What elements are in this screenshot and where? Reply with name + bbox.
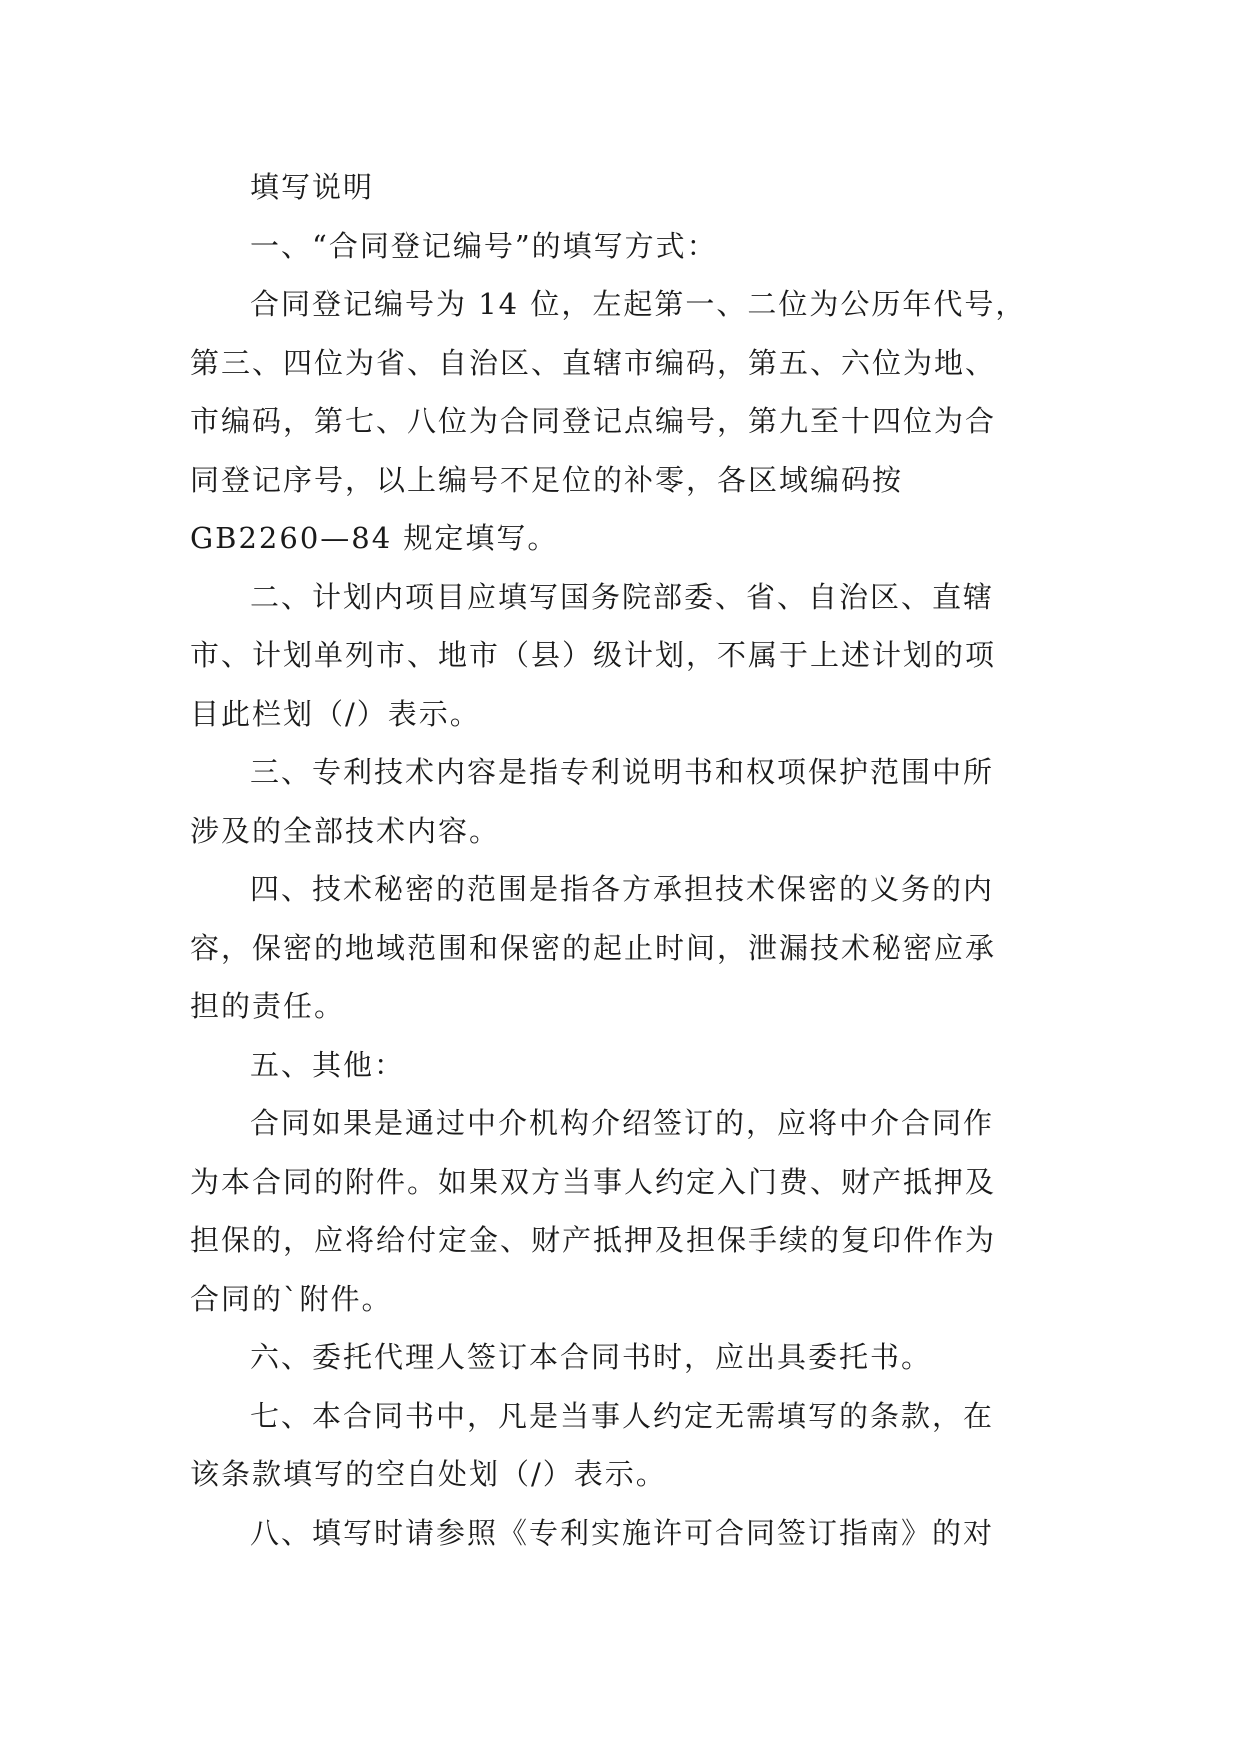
section-2: 二、计划内项目应填写国务院部委、省、自治区、直辖 市、计划单列市、地市（县）级计划，不属于上述计划的项 目此栏划（/）表示。 <box>190 579 997 731</box>
section-6: 六、委托代理人签订本合同书时，应出具委托书。 <box>250 1340 933 1374</box>
section-4: 四、技术秘密的范围是指各方承担技术保密的义务的内 容，保密的地域范围和保密的起止时间，泄漏技术秘密应承 担的责任。 <box>190 872 997 1023</box>
section-1-body: 合同登记编号为 14 位，左起第一、二位为公历年代号， 第三、四位为省、自治区、直辖市编码，第五、六位为地、 市编码，第七、八位为合同登记点编号，第九至十四位为合 同登记序号，以上编号不足位的补零，各区域编码按 GB2260—84 规定填写。 <box>190 287 1027 555</box>
section-1-title: 一、“合同登记编号”的填写方式： <box>250 228 718 263</box>
section-7: 七、本合同书中，凡是当事人约定无需填写的条款，在 该条款填写的空白处划（/）表示。 <box>190 1398 995 1491</box>
section-5-body: 合同如果是通过中介机构介绍签订的，应将中介合同作 为本合同的附件。如果双方当事人约定入门费、财产抵押及 担保的，应将给付定金、财产抵押及担保手续的复印件作为 合同的`附件。 <box>190 1106 997 1316</box>
document-body <box>190 158 1050 1562</box>
document-heading: 填写说明 <box>250 170 375 204</box>
section-8: 八、填写时请参照《专利实施许可合同签订指南》的对 <box>250 1515 995 1550</box>
section-3: 三、专利技术内容是指专利说明书和权项保护范围中所 涉及的全部技术内容。 <box>190 755 995 848</box>
section-5-title: 五、其他： <box>250 1047 406 1082</box>
